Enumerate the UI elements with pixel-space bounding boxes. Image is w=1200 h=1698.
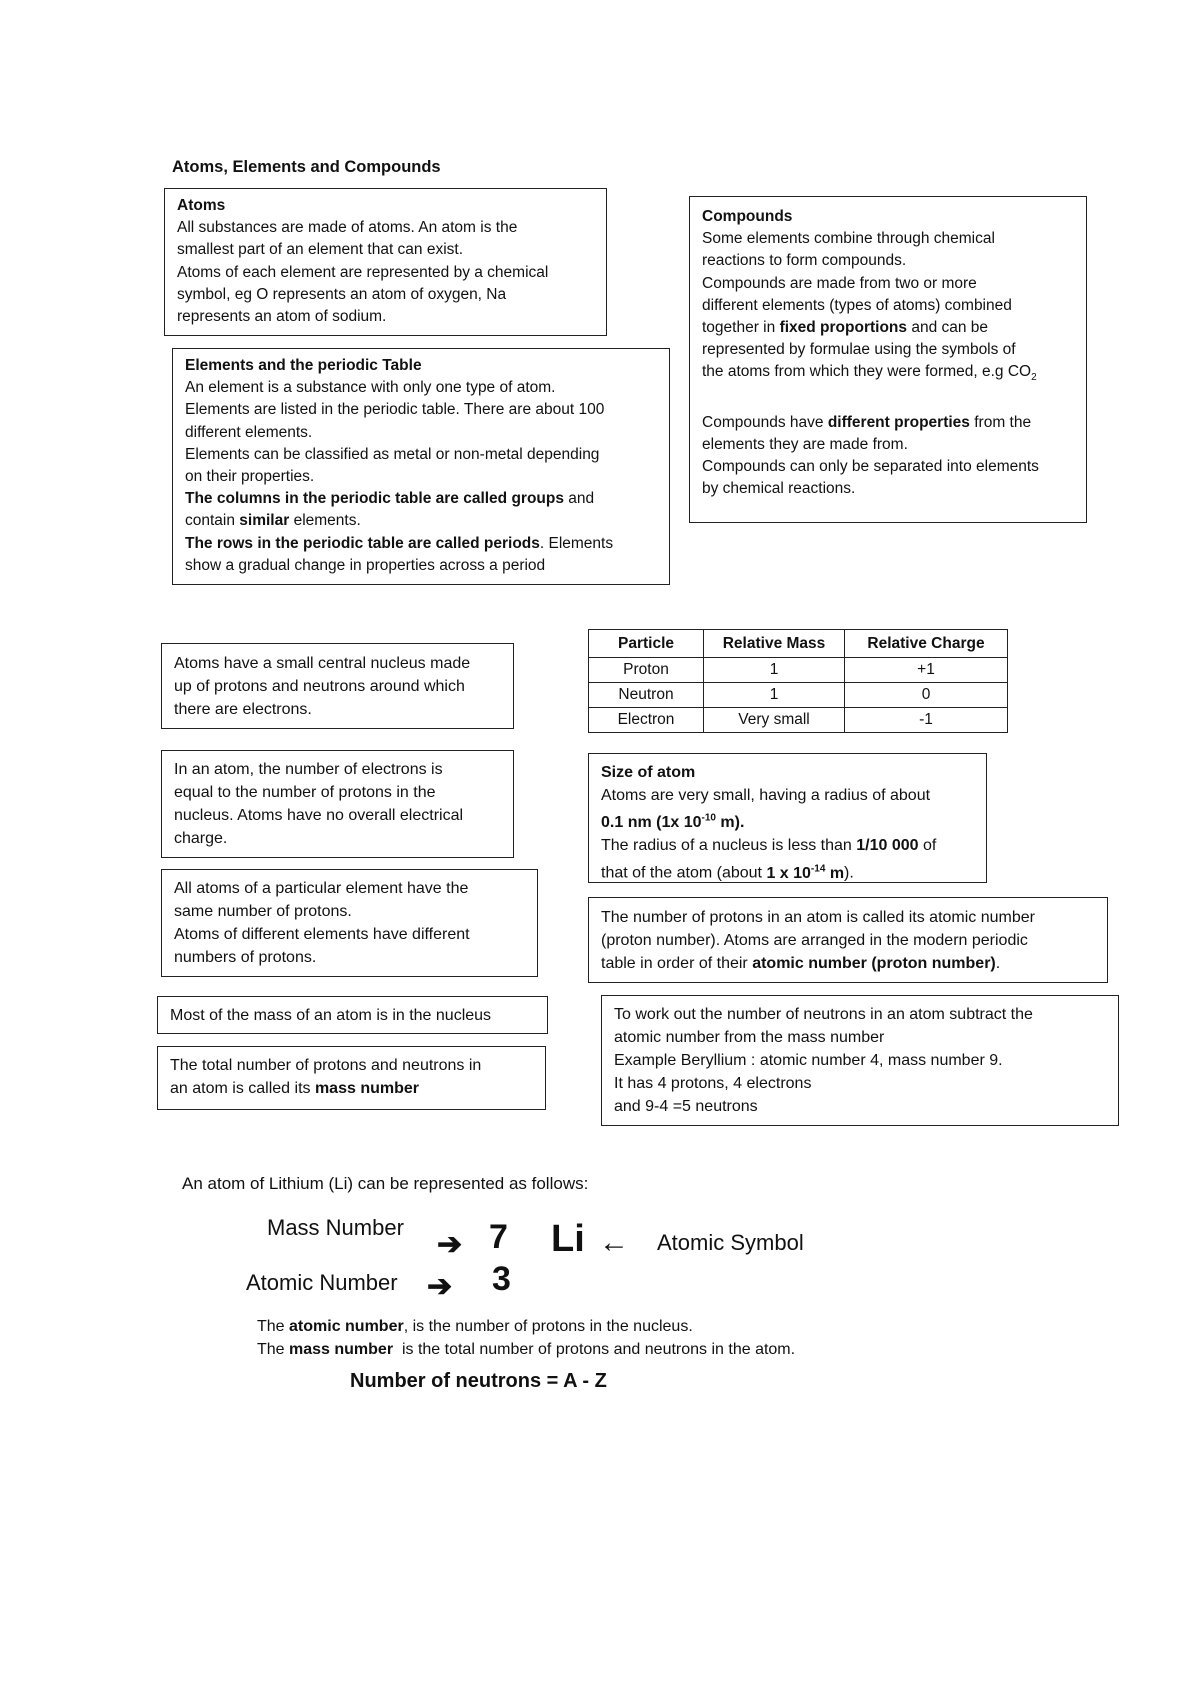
size-title: Size of atom: [601, 764, 696, 781]
charge-box: [161, 750, 514, 858]
neutrons-formula: Number of neutrons = A - Z: [350, 1370, 607, 1392]
neutrons-box: [601, 995, 1119, 1126]
same-protons-line: numbers of protons.: [174, 949, 317, 966]
charge-line: nucleus. Atoms have no overall electrical: [174, 807, 464, 824]
atomic-number-line: (proton number). Atoms are arranged in the modern periodic: [601, 932, 1028, 949]
compounds-line: different elements (types of atoms) combined: [702, 296, 1012, 314]
compounds-line: represented by formulae using the symbols of: [702, 341, 1016, 359]
groups-line-2: contain similar elements.: [185, 512, 361, 530]
table-cell: Very small: [704, 708, 845, 733]
groups-line: The columns in the periodic table are called groups and: [185, 490, 595, 508]
page-title: Atoms, Elements and Compounds: [172, 158, 441, 176]
charge-line: charge.: [174, 830, 228, 847]
compounds-line: elements they are made from.: [702, 435, 908, 453]
neutrons-line: To work out the number of neutrons in an atom subtract the: [614, 1006, 1033, 1023]
neutrons-line: It has 4 protons, 4 electrons: [614, 1075, 812, 1092]
arrow-right-icon: ➔: [437, 1228, 463, 1261]
charge-line: equal to the number of protons in the: [174, 784, 436, 801]
same-protons-line: All atoms of a particular element have the: [174, 880, 469, 897]
compounds-spacer: [702, 390, 1074, 412]
compounds-line: together in fixed proportions and can be: [702, 319, 989, 337]
table-cell: Neutron: [589, 683, 704, 708]
neutrons-line: and 9-4 =5 neutrons: [614, 1098, 758, 1115]
compounds-line: Compounds are made from two or more: [702, 274, 977, 292]
elements-line: Elements are listed in the periodic table. There are about 100: [185, 401, 605, 419]
elements-line: different elements.: [185, 423, 313, 441]
table-header-cell: Particle: [589, 630, 704, 658]
nucleus-line: up of protons and neutrons around which: [174, 678, 465, 695]
arrow-right-icon: ➔: [427, 1270, 453, 1303]
mass-number-label: Mass Number: [267, 1215, 404, 1240]
size-line: that of the atom (about 1 x $10^{-14}$ m).: [601, 863, 854, 882]
atoms-line: All substances are made of atoms. An atom is the: [177, 219, 518, 237]
nucleus-box: [161, 643, 514, 729]
atomic-number-line: The number of protons in an atom is called its atomic number: [601, 909, 1035, 926]
atoms-line: symbol, eg O represents an atom of oxygen, Na: [177, 285, 507, 303]
table-row: [589, 658, 1008, 683]
mass-number-definition: The mass number is the total number of protons and neutrons in the atom.: [257, 1341, 796, 1358]
neutrons-line: Example Beryllium : atomic number 4, mass number 9.: [614, 1052, 1003, 1069]
periods-line-2: show a gradual change in properties across a period: [185, 556, 546, 574]
atomic-number-box: [588, 897, 1108, 983]
particle-table: [588, 629, 1008, 733]
elements-line: Elements can be classified as metal or non-metal depending: [185, 445, 600, 463]
compounds-title: Compounds: [702, 208, 793, 225]
compounds-line: reactions to form compounds.: [702, 252, 907, 270]
compounds-line: the atoms from which they were formed, e.g $CO_2$: [702, 363, 1037, 384]
compounds-line: Compounds can only be separated into elements: [702, 458, 1039, 476]
compounds-box: [689, 196, 1087, 523]
atomic-number-value: 3: [492, 1260, 511, 1298]
table-cell: Proton: [589, 658, 704, 683]
atomic-symbol: Li: [551, 1218, 585, 1260]
arrow-left-icon: ←: [599, 1226, 629, 1259]
lithium-intro: An atom of Lithium (Li) can be represented as follows:: [182, 1174, 589, 1193]
mass-number-value: 7: [489, 1218, 508, 1256]
atoms-box: [164, 188, 607, 336]
mass-number-line: The total number of protons and neutrons in: [170, 1057, 482, 1074]
atomic-symbol-label: Atomic Symbol: [657, 1230, 804, 1255]
table-cell: Electron: [589, 708, 704, 733]
atomic-number-label: Atomic Number: [246, 1270, 398, 1295]
same-protons-line: Atoms of different elements have different: [174, 926, 470, 943]
table-cell: -1: [845, 708, 1008, 733]
atomic-number-line: table in order of their atomic number (proton number).: [601, 955, 1001, 972]
charge-line: In an atom, the number of electrons is: [174, 761, 443, 778]
atoms-line: represents an atom of sodium.: [177, 308, 387, 326]
atoms-line: Atoms of each element are represented by a chemical: [177, 263, 549, 281]
size-line: Atoms are very small, having a radius of about: [601, 787, 931, 804]
mass-nucleus-box: [157, 996, 548, 1034]
table-cell: 1: [704, 658, 845, 683]
mass-number-line: an atom is called its mass number: [170, 1080, 419, 1097]
atomic-number-definition: The atomic number, is the number of protons in the nucleus.: [257, 1318, 693, 1335]
atoms-line: smallest part of an element that can exist.: [177, 241, 464, 259]
table-header-cell: Relative Charge: [845, 630, 1008, 658]
elements-line: on their properties.: [185, 468, 315, 486]
nucleus-line: Atoms have a small central nucleus made: [174, 655, 471, 672]
compounds-line: by chemical reactions.: [702, 480, 856, 498]
elements-title: Elements and the periodic Table: [185, 357, 422, 374]
table-cell: 0: [845, 683, 1008, 708]
mass-number-box: [157, 1046, 546, 1110]
compounds-line: Some elements combine through chemical: [702, 230, 995, 248]
atoms-title: Atoms: [177, 197, 226, 214]
size-box: [588, 753, 987, 883]
size-line: 0.1 nm (1x $10^{-10}$ m).: [601, 813, 745, 832]
mass-nucleus-text: Most of the mass of an atom is in the nucleus: [170, 1007, 492, 1024]
table-header-cell: Relative Mass: [704, 630, 845, 658]
compounds-line: Compounds have different properties from the: [702, 413, 1032, 431]
size-line: The radius of a nucleus is less than 1/10 000 of: [601, 837, 937, 855]
table-cell: 1: [704, 683, 845, 708]
neutrons-line: atomic number from the mass number: [614, 1029, 885, 1046]
table-row: [589, 683, 1008, 708]
elements-line: An element is a substance with only one type of atom.: [185, 379, 556, 397]
same-protons-line: same number of protons.: [174, 903, 352, 920]
elements-box: [172, 348, 670, 585]
same-protons-box: [161, 869, 538, 977]
table-row: [589, 708, 1008, 733]
table-cell: +1: [845, 658, 1008, 683]
nucleus-line: there are electrons.: [174, 701, 312, 718]
periods-line: The rows in the periodic table are called periods. Elements: [185, 534, 614, 552]
table-header-row: [589, 630, 1008, 658]
